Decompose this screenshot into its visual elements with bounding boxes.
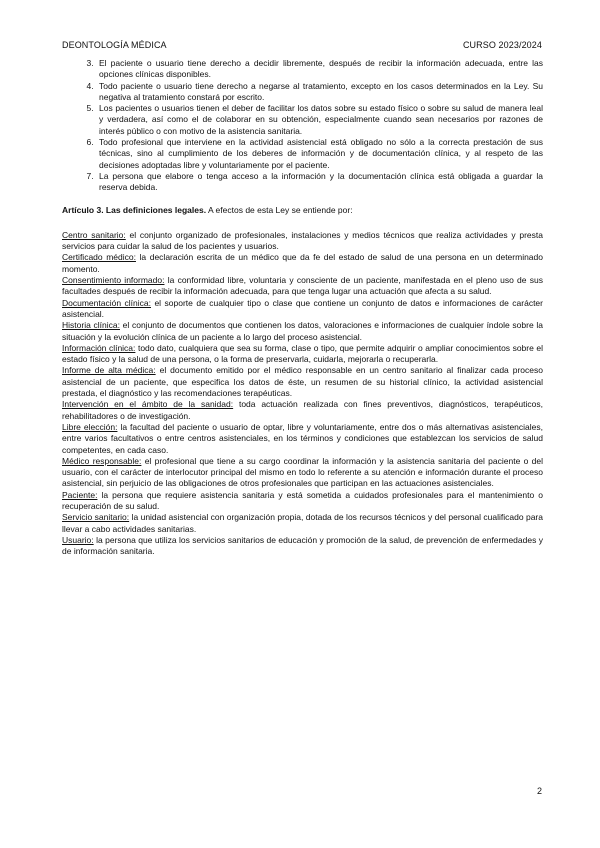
definition-item (62, 535, 543, 558)
definition-term: Médico responsable: (62, 455, 142, 466)
definition-item (62, 399, 543, 422)
definition-term: Informe de alta médica: (62, 365, 156, 376)
definition-term: Centro sanitario: (62, 229, 126, 240)
definition-item (62, 230, 543, 253)
article-intro: A efectos de esta Ley se entiende por: (207, 204, 353, 215)
definition-item (62, 343, 543, 366)
definition-text: todo dato, cualquiera que sea su forma, clase o tipo, que permite adquirir o ampliar conocimientos sobre el estado físico y la salud de una persona, o la forma de preservarla, cuidarla, mejorarla o recuperarla. (62, 342, 543, 365)
list-item: 4. Todo paciente o usuario tiene derecho a negarse al tratamiento, excepto en los casos determinados en la Ley. Su negativa al tratamiento constará por escrito. (96, 81, 543, 104)
page-number: 2 (536, 786, 542, 796)
article-heading (62, 205, 543, 216)
definition-term: Servicio sanitario: (62, 512, 130, 523)
definition-term: Información clínica: (62, 342, 136, 353)
definition-text: el profesional que tiene a su cargo coordinar la información y la asistencia sanitaria del paciente o del usuario, con el carácter de interlocutor principal del mismo en todo lo referente a su atención e información durante el proceso asistencial, sin perjuicio de las obligaciones de otros profesionales que participan en las actuaciones asistenciales. (62, 455, 543, 489)
page-content (62, 58, 543, 557)
definition-term: Consentimiento informado: (62, 275, 165, 286)
list-item: 6. Todo profesional que interviene en la actividad asistencial está obligado no sólo a la correcta prestación de sus técnicas, sino al cumplimiento de los deberes de información y de documentación clínica, y al respeto de las decisiones adoptadas libre y voluntariamente por el paciente. (96, 137, 543, 171)
definition-item (62, 365, 543, 399)
definition-item (62, 298, 543, 321)
definition-text: la facultad del paciente o usuario de optar, libre y voluntariamente, entre dos o más alternativas asistenciales, entre varios facultativos o entre centros asistenciales, en los términos y condiciones que establezcan los servicios de salud competentes, en cada caso. (62, 421, 543, 455)
definition-term: Intervención en el ámbito de la sanidad: (62, 399, 234, 410)
header-course-name: DEONTOLOGÍA MÉDICA (62, 40, 167, 50)
definition-term: Libre elección: (62, 421, 118, 432)
definition-text: la persona que requiere asistencia sanitaria y está sometida a cuidados profesionales para el mantenimiento o recuperación de su salud. (62, 489, 543, 511)
definition-term: Certificado médico: (62, 252, 136, 263)
definition-item (62, 320, 543, 343)
definition-text: toda actuación realizada con fines preventivos, diagnósticos, terapéuticos, rehabilitadores o de investigación. (62, 399, 543, 421)
definition-text: la declaración escrita de un médico que da fe del estado de salud de una persona en un determinado momento. (62, 252, 543, 274)
header-course-year: CURSO 2023/2024 (462, 40, 542, 50)
definition-term: Historia clínica: (62, 320, 120, 331)
definitions-list (62, 230, 543, 558)
page-header (62, 40, 542, 50)
list-item: 5. Los pacientes o usuarios tienen el deber de facilitar los datos sobre su estado físico o sobre su salud de manera leal y verdadera, así como el de colaborar en su obtención, especialmente cuando sean necesarios por razones de interés público o con motivo de la asistencia sanitaria. (96, 103, 543, 137)
definition-text: el soporte de cualquier tipo o clase que contiene un conjunto de datos e informaciones de carácter asistencial. (62, 297, 543, 319)
definition-text: la conformidad libre, voluntaria y consciente de un paciente, manifestada en el pleno uso de sus facultades después de recibir la información adecuada, para que tenga lugar una actuación que afecta a su salud. (62, 275, 543, 297)
definition-text: el conjunto organizado de profesionales, instalaciones y medios técnicos que realiza actividades y presta servicios para cuidar la salud de los pacientes y usuarios. (62, 229, 543, 252)
definition-item (62, 512, 543, 535)
list-item: 3. El paciente o usuario tiene derecho a decidir libremente, después de recibir la información adecuada, entre las opciones clínicas disponibles. (96, 58, 543, 81)
list-item: 7. La persona que elabore o tenga acceso a la información y la documentación clínica está obligada a guardar la reserva debida. (96, 171, 543, 194)
definition-text: el documento emitido por el médico responsable en un centro sanitario al finalizar cada proceso asistencial de un paciente, que especifica los datos de éste, un resumen de su historial clínico, la actividad asistencial prestada, el diagnóstico y las recomendaciones terapéuticas. (62, 365, 543, 399)
definition-item (62, 490, 543, 513)
definition-text: la unidad asistencial con organización propia, dotada de los recursos técnicos y del personal cualificado para llevar a cabo actividades sanitarias. (62, 512, 543, 534)
definition-item (62, 422, 543, 456)
definition-text: el conjunto de documentos que contienen los datos, valoraciones e informaciones de cualquier índole sobre la situación y la evolución clínica de un paciente a lo largo del proceso asistencial. (62, 320, 543, 342)
definition-item (62, 252, 543, 275)
definition-text: la persona que utiliza los servicios sanitarios de educación y promoción de la salud, de prevención de enfermedades y de información sanitaria. (62, 534, 543, 557)
definition-term: Documentación clínica: (62, 297, 151, 308)
definition-term: Paciente: (62, 489, 98, 500)
definition-item (62, 275, 543, 298)
definition-item (62, 456, 543, 490)
article-title: Artículo 3. Las definiciones legales. (62, 204, 207, 215)
rights-list (62, 58, 543, 194)
definition-term: Usuario: (62, 534, 94, 545)
